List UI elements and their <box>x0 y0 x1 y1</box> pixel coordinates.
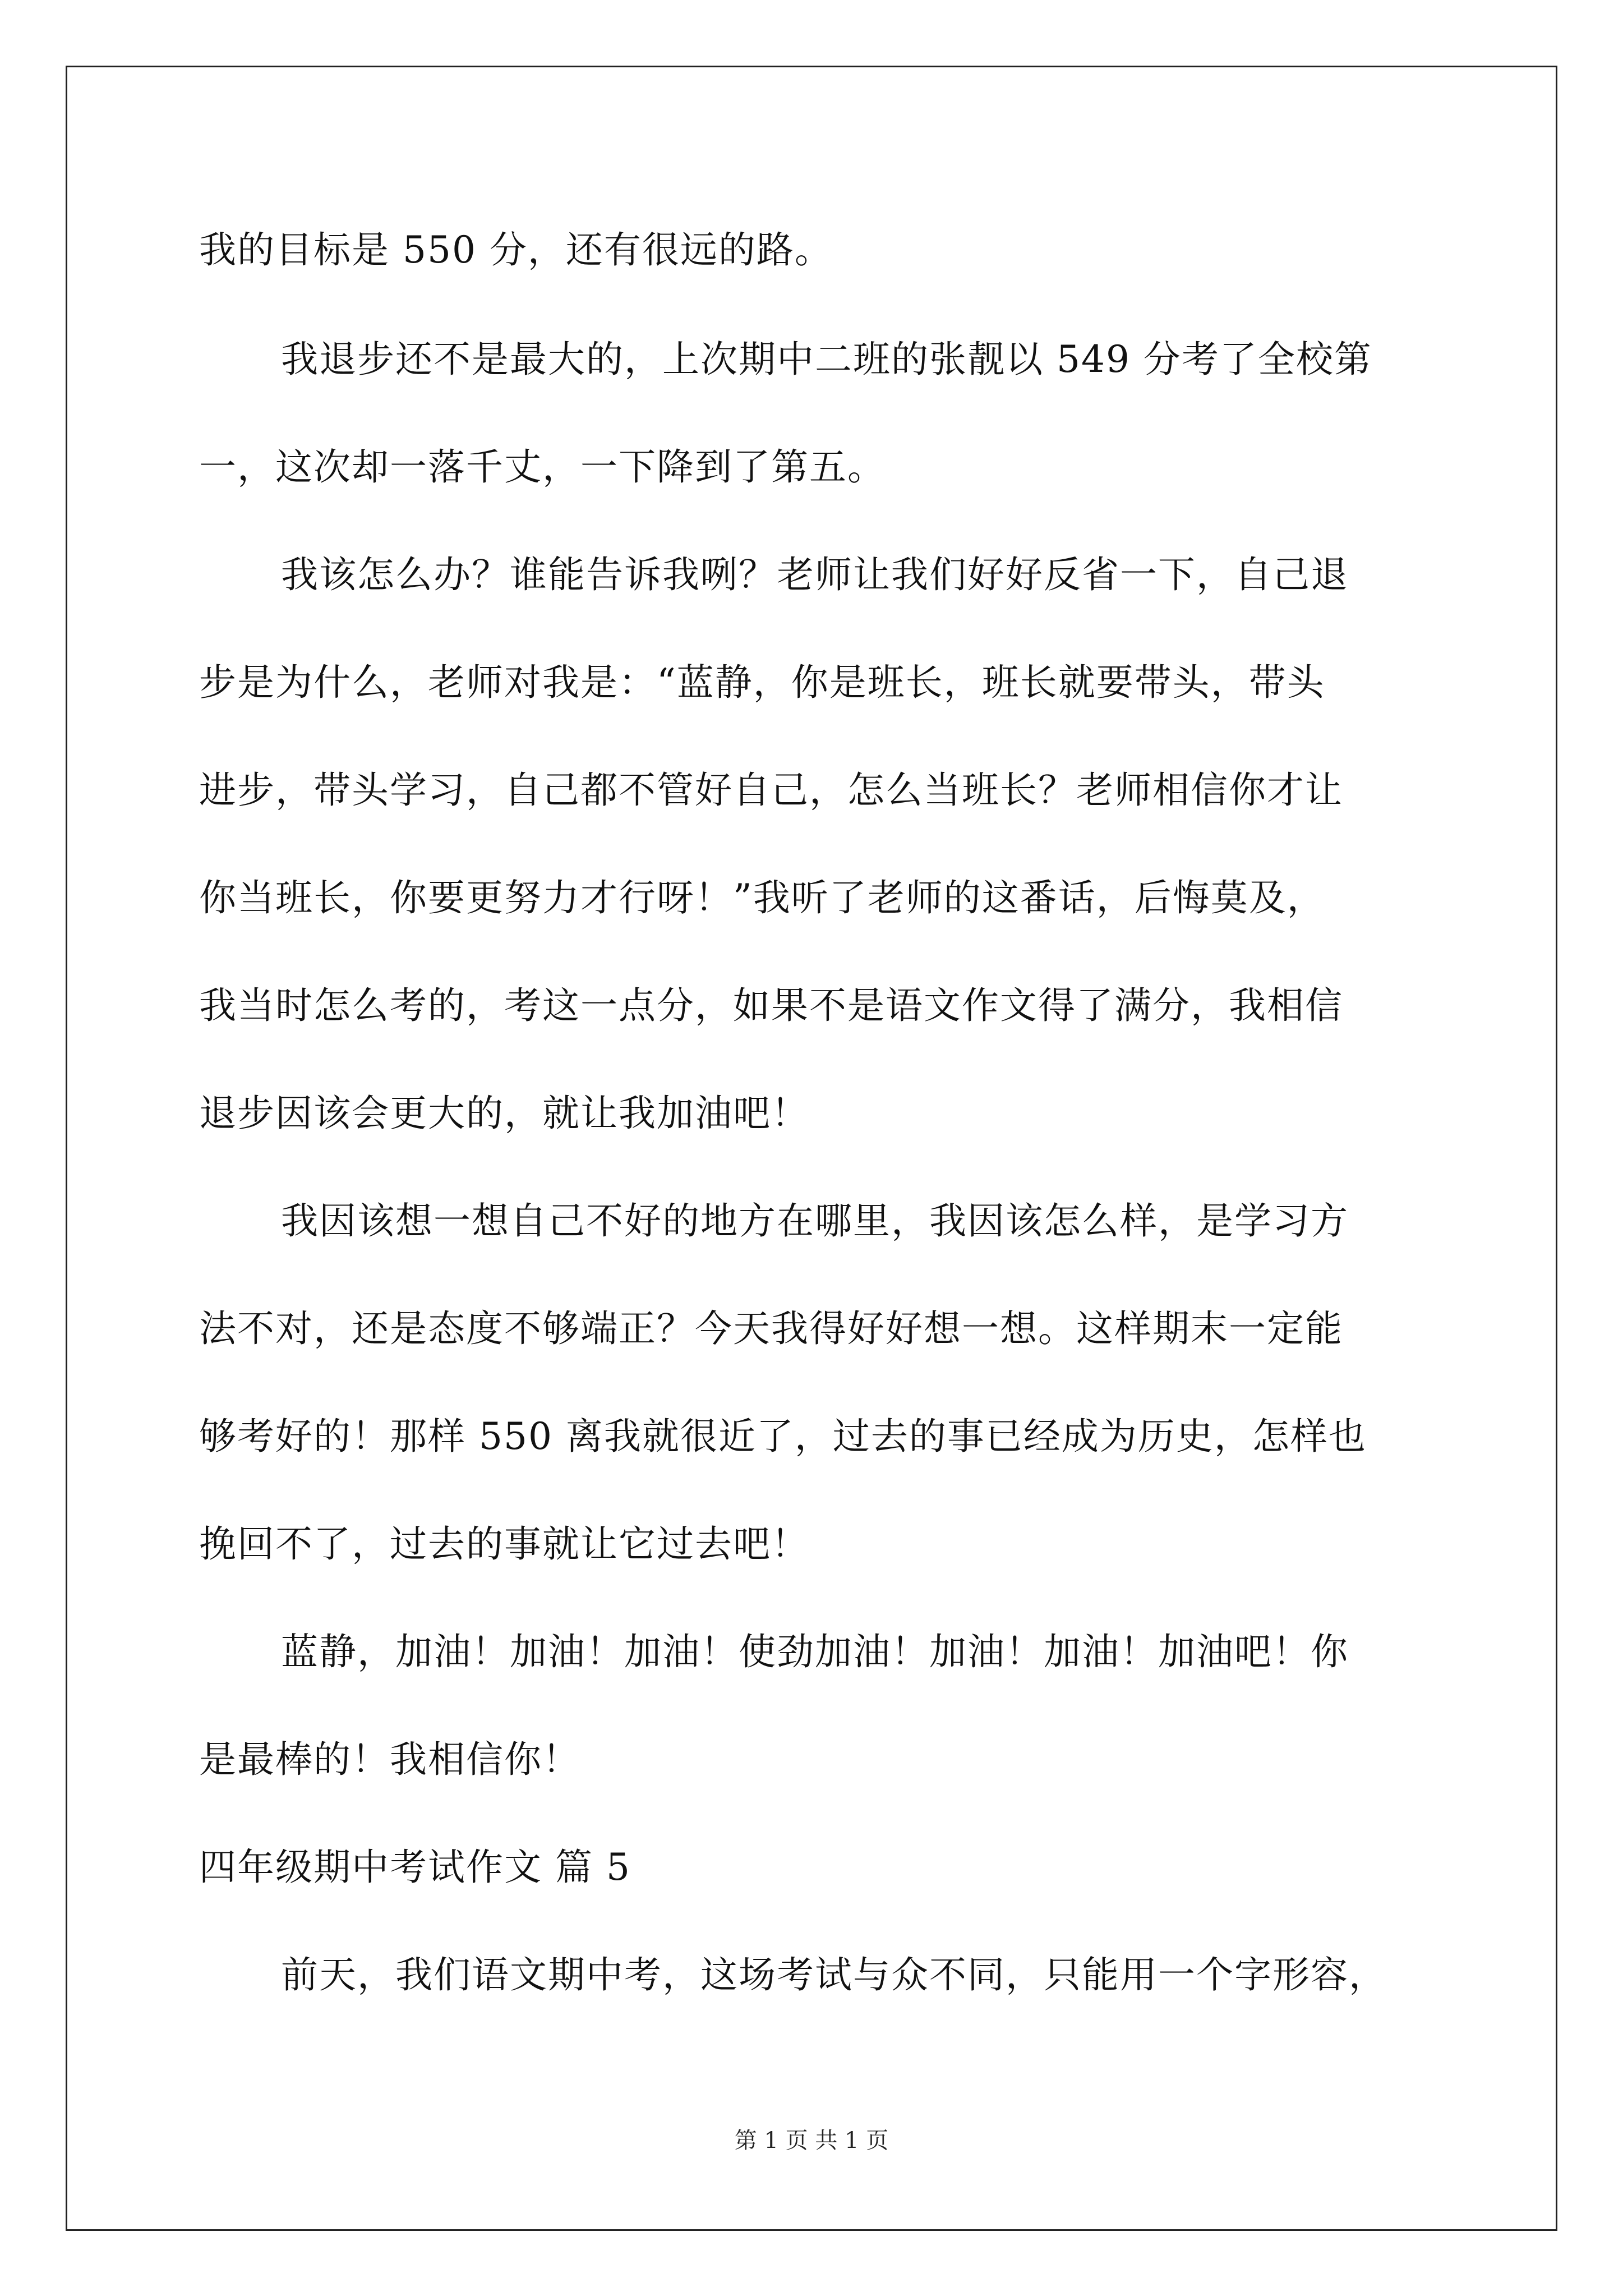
page-number: 第 1 页 共 1 页 <box>734 2128 889 2154</box>
text-line: 你当班长，你要更努力才行呀！”我听了老师的这番话，后悔莫及， <box>199 876 1325 919</box>
page-border <box>66 66 1557 2231</box>
text-line: 进步，带头学习，自己都不管好自己，怎么当班长？老师相信你才让 <box>199 769 1343 812</box>
text-line: 是最棒的！我相信你！ <box>199 1738 580 1781</box>
text-line: 一，这次却一落千丈，一下降到了第五。 <box>199 445 886 489</box>
text-line: 前天，我们语文期中考，这场考试与众不同，只能用一个字形容， <box>281 1953 1387 1996</box>
text-line: 我因该想一想自己不好的地方在哪里，我因该怎么样，是学习方 <box>281 1199 1349 1243</box>
text-line: 步是为什么，老师对我是：“蓝静，你是班长，班长就要带头，带头 <box>199 661 1325 704</box>
text-line: 我的目标是 550 分，还有很远的路。 <box>199 228 833 272</box>
text-line: 退步因该会更大的，就让我加油吧！ <box>199 1092 809 1135</box>
text-line: 我退步还不是最大的，上次期中二班的张靓以 549 分考了全校第 <box>281 338 1372 381</box>
text-line: 挽回不了，过去的事就让它过去吧！ <box>199 1522 809 1566</box>
section-heading: 四年级期中考试作文 篇 5 <box>199 1846 631 1889</box>
text-line: 够考好的！那样 550 离我就很近了，过去的事已经成为历史，怎样也 <box>199 1415 1367 1458</box>
text-line: 我该怎么办？谁能告诉我咧？老师让我们好好反省一下，自己退 <box>281 553 1349 596</box>
text-line: 蓝静，加油！加油！加油！使劲加油！加油！加油！加油吧！你 <box>281 1630 1349 1673</box>
text-line: 我当时怎么考的，考这一点分，如果不是语文作文得了满分，我相信 <box>199 984 1343 1027</box>
text-line: 法不对，还是态度不够端正？今天我得好好想一想。这样期末一定能 <box>199 1307 1343 1350</box>
